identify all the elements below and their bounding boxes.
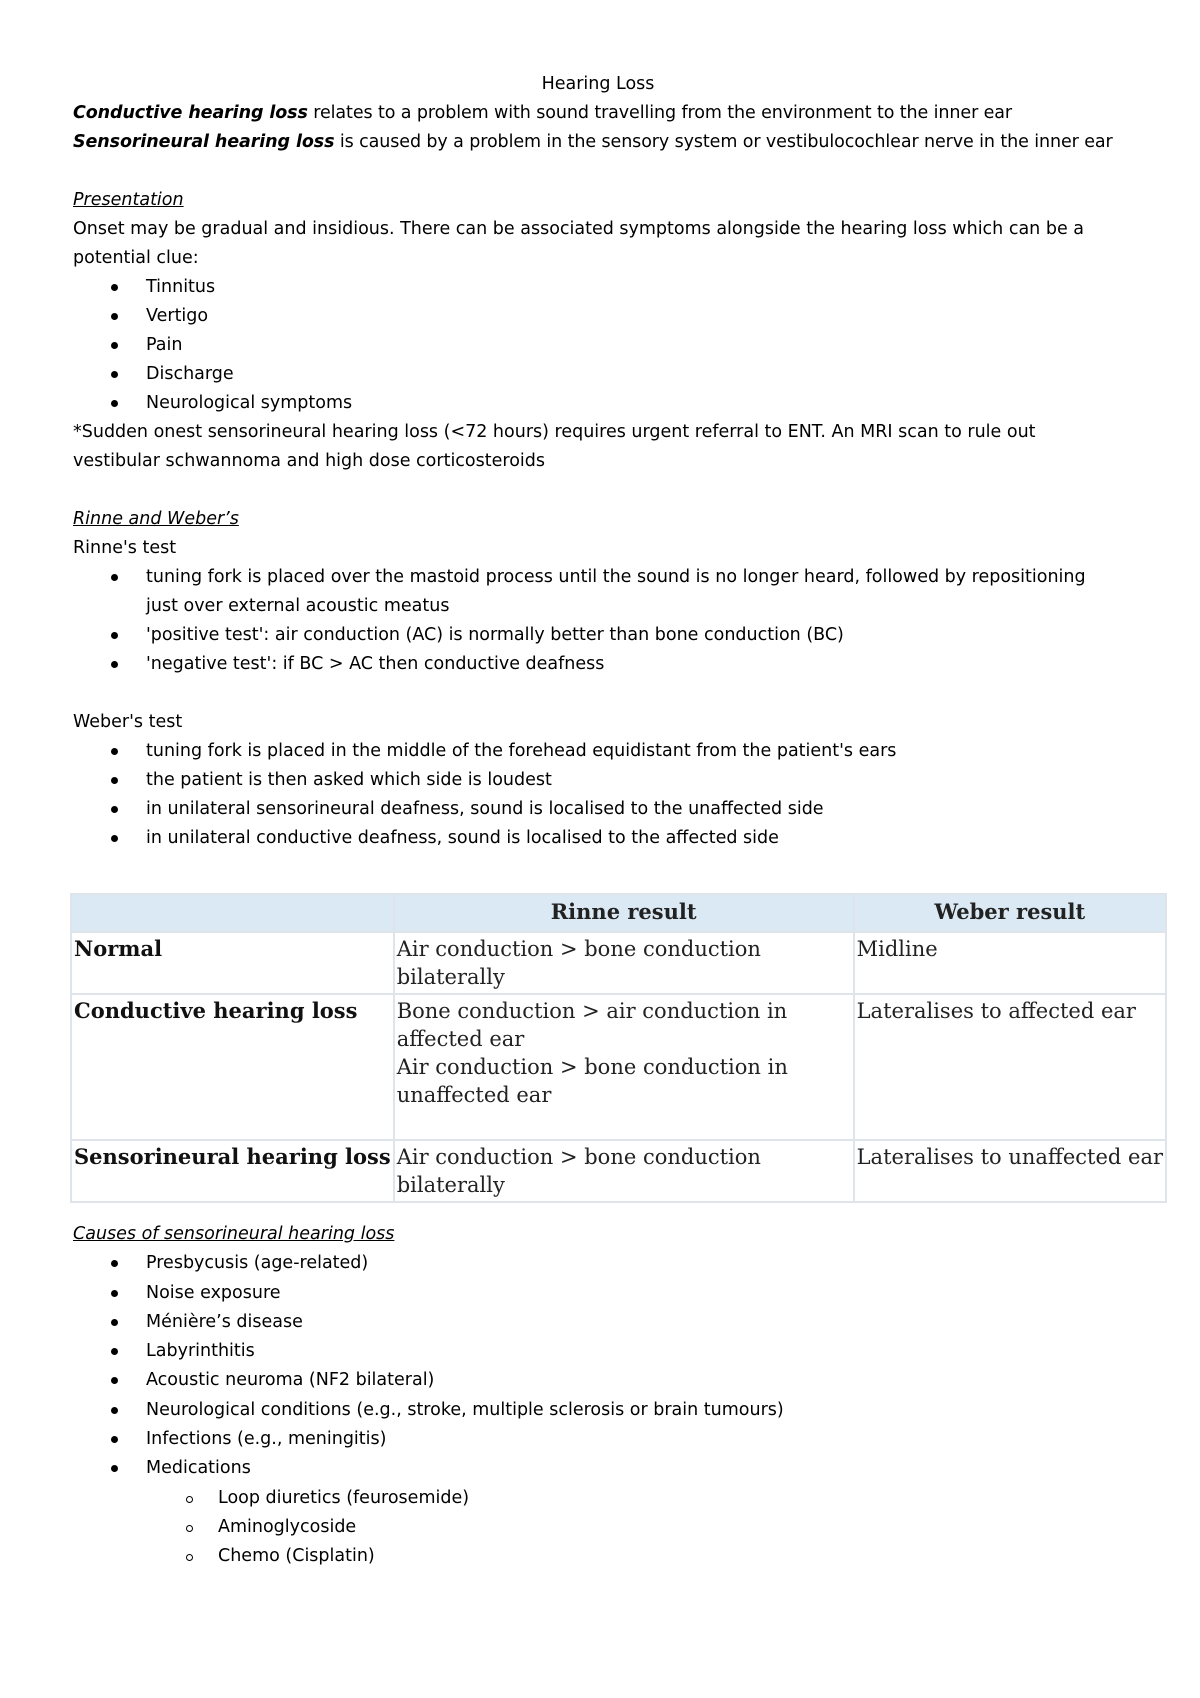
rinne-list <box>73 563 1123 679</box>
list-item: Aminoglycoside <box>73 1513 1173 1542</box>
list-item: Neurological conditions (e.g., stroke, multiple sclerosis or brain tumours) <box>73 1396 1173 1425</box>
causes-heading: Causes of sensorineural hearing loss <box>73 1224 395 1244</box>
list-item: Pain <box>73 331 1173 360</box>
list-item: Noise exposure <box>73 1279 1173 1308</box>
spacer <box>73 476 1173 505</box>
list-item: Ménière’s disease <box>73 1308 1173 1337</box>
weber-title: Weber's test <box>73 712 183 732</box>
header-cell-weber: Weber result <box>854 894 1166 932</box>
rinne-line: Bone conduction > air conduction in affected ear <box>396 999 788 1051</box>
list-item: in unilateral sensorineural deafness, sound is localised to the unaffected side <box>73 795 1173 824</box>
definition-conductive: relates to a problem with sound travelling from the environment to the inner ear <box>307 103 1013 123</box>
term-sensorineural: Sensorineural hearing loss <box>73 132 335 152</box>
list-item: Presbycusis (age-related) <box>73 1249 1173 1278</box>
list-item: Chemo (Cisplatin) <box>73 1542 1173 1571</box>
presentation-text: Onset may be gradual and insidious. There can be associated symptoms alongside the hearing loss which can be a potential clue: <box>73 219 1084 268</box>
symptom-list <box>73 273 1173 418</box>
header-cell-empty <box>71 894 394 932</box>
list-item: Tinnitus <box>73 273 1173 302</box>
header-cell-rinne: Rinne result <box>394 894 854 932</box>
document-page <box>73 70 1173 853</box>
rinne-cell <box>394 1140 854 1202</box>
list-item: Medications <box>73 1454 1173 1483</box>
table-row <box>71 1140 1166 1202</box>
rinne-line: Air conduction > bone conduction bilaterally <box>396 1145 761 1197</box>
weber-cell: Midline <box>854 932 1166 994</box>
spacer <box>73 157 1173 186</box>
rinne-cell <box>394 932 854 994</box>
rinne-cell <box>394 994 854 1140</box>
page-title: Hearing Loss <box>541 74 655 94</box>
list-item: Discharge <box>73 360 1173 389</box>
spacer <box>73 679 1173 708</box>
list-item: tuning fork is placed in the middle of the forehead equidistant from the patient's ears <box>73 737 1173 766</box>
list-item: Labyrinthitis <box>73 1337 1173 1366</box>
row-label: Normal <box>71 932 394 994</box>
row-label: Sensorineural hearing loss <box>71 1140 394 1202</box>
rinne-line: Air conduction > bone conduction in unaffected ear <box>396 1055 788 1107</box>
list-item: 'positive test': air conduction (AC) is normally better than bone conduction (BC) <box>73 621 1123 650</box>
list-item: 'negative test': if BC > AC then conductive deafness <box>73 650 1123 679</box>
table-row <box>71 932 1166 994</box>
medications-list <box>73 1484 1173 1572</box>
weber-cell: Lateralises to unaffected ear <box>854 1140 1166 1202</box>
row-label: Conductive hearing loss <box>71 994 394 1140</box>
rinne-line: Air conduction > bone conduction bilaterally <box>396 937 761 989</box>
list-item: Infections (e.g., meningitis) <box>73 1425 1173 1454</box>
list-item: Acoustic neuroma (NF2 bilateral) <box>73 1366 1173 1395</box>
list-item: in unilateral conductive deafness, sound is localised to the affected side <box>73 824 1173 853</box>
table-header-row <box>71 894 1166 932</box>
weber-list <box>73 737 1173 853</box>
presentation-heading: Presentation <box>73 190 184 210</box>
list-item: Neurological symptoms <box>73 389 1173 418</box>
weber-cell: Lateralises to affected ear <box>854 994 1166 1140</box>
list-item: Loop diuretics (feurosemide) <box>73 1484 1173 1513</box>
rinne-title: Rinne's test <box>73 538 177 558</box>
causes-list <box>73 1249 1173 1483</box>
urgent-note: *Sudden onest sensorineural hearing loss (<72 hours) requires urgent referral to ENT. An MRI scan to rule out vestibular schwannoma and high dose corticosteroids <box>73 422 1036 471</box>
intro-conductive <box>73 99 1173 128</box>
table-row <box>71 994 1166 1140</box>
rinne-weber-table <box>70 893 1167 1203</box>
list-item: the patient is then asked which side is loudest <box>73 766 1173 795</box>
causes-section <box>73 1220 1173 1572</box>
tests-heading: Rinne and Weber’s <box>73 509 239 529</box>
intro-sensorineural <box>73 128 1173 157</box>
term-conductive: Conductive hearing loss <box>73 103 308 123</box>
definition-sensorineural: is caused by a problem in the sensory system or vestibulocochlear nerve in the inner ear <box>334 132 1113 152</box>
list-item: Vertigo <box>73 302 1173 331</box>
list-item: tuning fork is placed over the mastoid process until the sound is no longer heard, followed by repositioning just over external acoustic meatus <box>73 563 1123 621</box>
